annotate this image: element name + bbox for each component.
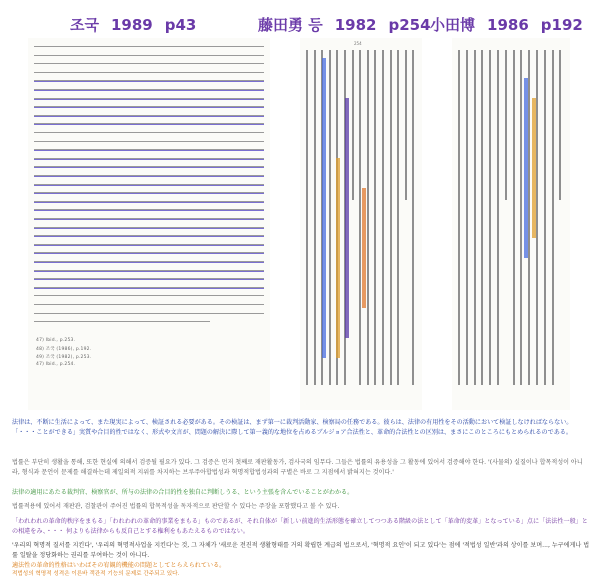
scan-text-line — [34, 72, 264, 73]
header-year: 1989 — [110, 16, 153, 34]
scan-text-line — [34, 166, 264, 168]
scan-text-column — [536, 50, 538, 385]
scan-text-line — [34, 63, 264, 64]
scan-text-line — [34, 98, 264, 100]
scan-text-line — [34, 46, 264, 47]
scan-text-column — [314, 50, 316, 385]
scan-text-column — [466, 50, 468, 385]
paragraph-korean-1: 법률은 부단히 생활을 통해, 또한 현실에 의해서 검증될 필요가 있다. 그 검증은 먼저 첫째로 재판활동가, 검사국의 임무다. 그들은 법률의 유용성을 그 활동에 있어서 검증해야 한다. '(사물의) 실질이나 합목적성이 아니라, 형식과 문언이 문제를 해결하는데 제일의적 지위를 차지하는 브루주아합법성과 혁명적합법성과의 구별은 바로 그 지점에서 밝혀지는 것이다.' — [12, 459, 583, 476]
paragraph-korean-3: '우리의 혁명적 질서를 지킨다', '우리의 혁명적사업을 지킨다'는 것, 그 자체가 '새로운 전진적 생활형태를 거의 확립한 계급의 법으로서, '혁명적 요인'이 되고 있다'는 점에 '적법성 일반'과의 상이를 보며..., 누구에게나 법률 일탈을 정당화하는 권리를 부여하는 것이 아니다. — [12, 542, 590, 559]
header-source-3 — [430, 14, 583, 35]
header-page: p254 — [388, 16, 431, 34]
scan-text-line — [34, 106, 264, 108]
scan-highlight — [322, 58, 326, 358]
paragraph-japanese-3: 「われわれの革命的秩序をまもる」「われわれの革命的事業をまもる」ものであるが、それ自体が「新しい前進的生活形態を確立してつつある階級の法として「革命的変革」となっている」点に「法法性一般」との相違をみ、・・・ 何よりも法律からも反自己とする権利をもあたえるものではない。 — [12, 518, 588, 535]
scan-text-line — [34, 304, 264, 305]
paragraph-korean-4: 적법성의 혁명적 성격은 이른바 객관적 기능의 문제로 간주되고 있다. — [12, 571, 180, 577]
scan-text-column — [513, 50, 515, 385]
scan-text-column — [481, 50, 483, 385]
scan-text-line — [34, 115, 264, 117]
scan-japanese-page-2 — [452, 38, 570, 410]
scan-text-line — [34, 209, 264, 211]
scan-text-line — [34, 149, 264, 151]
paragraph-korean-2: 법률적용에 있어서 재판관, 검찰관이 주어진 법률의 합목적성을 독자적으로 판단할 수 있다는 주장을 포함했다고 볼 수 있다. — [12, 503, 340, 510]
header-year: 1986 — [487, 16, 529, 34]
scan-text-column — [359, 50, 361, 385]
scan-text-column — [559, 50, 561, 200]
scan-text-line — [34, 235, 264, 237]
scan-text-column — [505, 50, 507, 200]
scan-text-line — [34, 244, 264, 246]
header-author: 藤田勇 등 — [258, 16, 323, 34]
scan-highlight — [524, 78, 528, 258]
scan-text-line — [34, 201, 264, 203]
scan-text-line — [34, 175, 264, 177]
scan-text-line — [34, 184, 264, 186]
scan-text-column — [489, 50, 491, 385]
scan-text-line — [34, 192, 264, 194]
footnote: 47) Ibid., p.253. — [36, 338, 76, 343]
scan-text-column — [397, 50, 399, 385]
footnote: 49) 조국 (1982), p.253. — [36, 355, 92, 360]
scan-text-column — [352, 50, 354, 200]
scan-text-line — [34, 89, 264, 91]
header-author: 조국 — [70, 16, 99, 34]
footnote: 48) 조국 (1986), p.192. — [36, 347, 92, 352]
paragraph-japanese-1: 法律は、不断に生活によって、また現実によって、検証される必要がある。その検証は、まず第一に裁判活動家、検察局の任務である。彼らは、法律の有用性をその活動において検証しなければならない。「・・・ことができる」実質や合目的性ではなく、形式や文言が、問題の解決に際して第一義的な地位を占めるブルジョア合法性と、革命的合法性との区別は、まさにこのところにもとめられるのである。 — [12, 419, 573, 436]
scan-text-line — [34, 141, 264, 142]
scan-text-line — [34, 252, 264, 254]
scan-text-line — [34, 132, 264, 133]
header-page: p43 — [164, 16, 197, 34]
scan-text-line — [34, 261, 264, 263]
footnote: 47) Ibid., p.254. — [36, 362, 76, 367]
scan-highlight — [345, 98, 349, 338]
scan-text-column — [528, 50, 530, 385]
scan-text-column — [552, 50, 554, 385]
scan-text-column — [520, 50, 522, 385]
scan-text-column — [367, 50, 369, 385]
scan-text-line — [34, 55, 264, 56]
scan-text-line — [34, 123, 264, 125]
scan-text-line — [34, 158, 264, 160]
header-source-1 — [70, 14, 196, 35]
scan-text-line — [34, 218, 264, 220]
scan-text-column — [390, 50, 392, 385]
page-number: 254 — [354, 41, 362, 46]
scan-text-line — [34, 227, 264, 229]
scan-japanese-page-1 — [300, 38, 422, 410]
scan-text-line — [34, 270, 264, 272]
header-source-2 — [258, 14, 431, 35]
scan-highlight — [362, 188, 366, 308]
scan-text-column — [306, 50, 308, 385]
scan-text-column — [497, 50, 499, 385]
scan-text-column — [329, 50, 331, 385]
paragraph-japanese-2: 法律の適用にあたる裁判官、検察官が、所与の法律の合目的性を独自に判断しうる、という主張を含んでいることがわかる。 — [12, 489, 354, 496]
header-author: 小田博 — [430, 16, 476, 34]
scan-text-column — [374, 50, 376, 385]
scan-text-line — [34, 295, 264, 296]
scan-text-line — [34, 321, 210, 322]
scan-text-column — [382, 50, 384, 385]
scan-text-line — [34, 80, 264, 82]
scan-korean-page — [28, 38, 270, 410]
scan-text-line — [34, 313, 264, 314]
scan-highlight — [336, 158, 340, 358]
scan-text-line — [34, 278, 264, 280]
scan-text-column — [412, 50, 414, 385]
scan-text-column — [405, 50, 407, 200]
scan-text-line — [34, 287, 264, 289]
header-page: p192 — [540, 16, 583, 34]
scan-text-column — [544, 50, 546, 385]
scan-highlight — [532, 98, 536, 238]
paragraph-japanese-4: 適法性の革命的性格はいわばその宥観的機能の問題としてとらえられている。 — [12, 562, 226, 569]
scan-text-column — [458, 50, 460, 385]
scan-text-column — [474, 50, 476, 385]
header-year: 1982 — [334, 16, 377, 34]
